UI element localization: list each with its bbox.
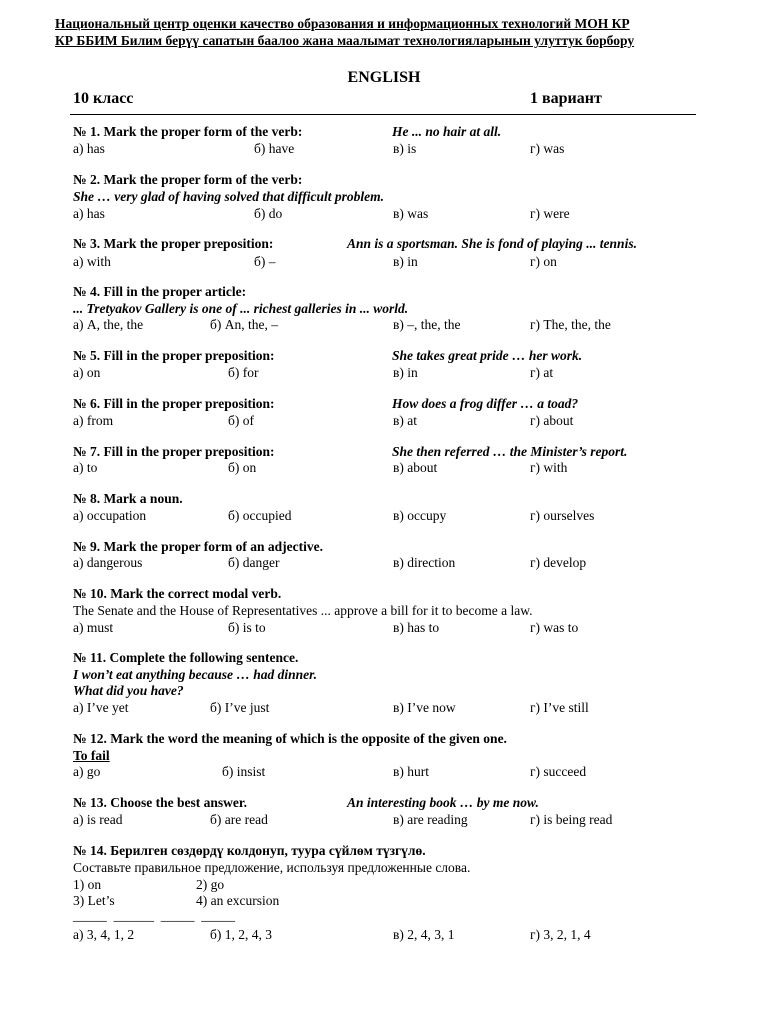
question-14-word-4: 4) an excursion [196, 893, 280, 908]
question-3-option-b[interactable]: б) – [254, 254, 276, 269]
question-4-option-c[interactable]: в) –, the, the [393, 317, 461, 332]
question-7-heading: № 7. Fill in the proper preposition: [73, 444, 275, 459]
question-6-option-a[interactable]: а) from [73, 413, 114, 428]
question-14-prompt: Составьте правильное предложение, используя предложенные слова. [73, 860, 471, 875]
question-10-option-c[interactable]: в) has to [393, 620, 440, 635]
question-12-prompt: To fail [73, 748, 110, 763]
question-14-option-d[interactable]: г) 3, 2, 1, 4 [530, 927, 591, 942]
question-6-heading: № 6. Fill in the proper preposition: [73, 396, 275, 411]
question-2-option-d[interactable]: г) were [530, 206, 570, 221]
question-10-option-b[interactable]: б) is to [228, 620, 266, 635]
question-13-option-a[interactable]: а) is read [73, 812, 123, 827]
question-8-option-d[interactable]: г) ourselves [530, 508, 595, 523]
question-13-option-b[interactable]: б) are read [210, 812, 268, 827]
question-14-option-b[interactable]: б) 1, 2, 4, 3 [210, 927, 272, 942]
question-12-heading: № 12. Mark the word the meaning of which is the opposite of the given one. [73, 731, 507, 746]
question-14-blanks[interactable]: _____ ______ _____ _____ [73, 908, 235, 923]
question-7-option-a[interactable]: а) to [73, 460, 98, 475]
question-12-option-c[interactable]: в) hurt [393, 764, 429, 779]
question-10-option-d[interactable]: г) was to [530, 620, 579, 635]
question-7-prompt: She then referred … the Minister’s report. [392, 444, 628, 459]
question-8-option-a[interactable]: а) occupation [73, 508, 147, 523]
question-1-option-b[interactable]: б) have [254, 141, 295, 156]
question-11-heading: № 11. Complete the following sentence. [73, 650, 299, 665]
question-6-prompt: How does a frog differ … a toad? [392, 396, 579, 411]
question-11-prompt: I won’t eat anything because … had dinner. [73, 667, 318, 682]
question-9-option-d[interactable]: г) develop [530, 555, 587, 570]
question-5-heading: № 5. Fill in the proper preposition: [73, 348, 275, 363]
question-6-option-b[interactable]: б) of [228, 413, 254, 428]
question-14-word-1: 1) on [73, 877, 102, 892]
question-2-prompt: She … very glad of having solved that difficult problem. [73, 189, 384, 204]
question-5-option-b[interactable]: б) for [228, 365, 259, 380]
question-2-heading: № 2. Mark the proper form of the verb: [73, 172, 303, 187]
question-1-option-a[interactable]: а) has [73, 141, 105, 156]
question-11-option-a[interactable]: а) I’ve yet [73, 700, 129, 715]
question-8-option-b[interactable]: б) occupied [228, 508, 292, 523]
question-13-prompt: An interesting book … by me now. [347, 795, 539, 810]
class-label: 10 класс [73, 90, 134, 107]
question-7-option-d[interactable]: г) with [530, 460, 568, 475]
header-line-2: КР ББИМ Билим берүү сапатын баалоо жана маалымат технологияларынын улуттук борбору [55, 33, 635, 48]
question-3-prompt: Ann is a sportsman. She is fond of playing ... tennis. [347, 236, 637, 251]
question-13-option-c[interactable]: в) are reading [393, 812, 468, 827]
question-3-option-a[interactable]: а) with [73, 254, 111, 269]
question-5-option-a[interactable]: а) on [73, 365, 101, 380]
header-line-1: Национальный центр оценки качество образования и информационных технологий МОН КР [55, 16, 630, 31]
question-7-option-c[interactable]: в) about [393, 460, 438, 475]
question-5-prompt: She takes great pride … her work. [392, 348, 583, 363]
question-5-option-c[interactable]: в) in [393, 365, 418, 380]
question-10-option-a[interactable]: а) must [73, 620, 114, 635]
question-10-heading: № 10. Mark the correct modal verb. [73, 586, 282, 601]
question-5-option-d[interactable]: г) at [530, 365, 554, 380]
question-3-option-d[interactable]: г) on [530, 254, 557, 269]
question-14-word-3: 3) Let’s [73, 893, 115, 908]
question-1-option-c[interactable]: в) is [393, 141, 417, 156]
question-11-option-d[interactable]: г) I’ve still [530, 700, 589, 715]
question-7-option-b[interactable]: б) on [228, 460, 257, 475]
question-2-option-b[interactable]: б) do [254, 206, 283, 221]
question-11-option-c[interactable]: в) I’ve now [393, 700, 456, 715]
question-11-prompt-2: What did you have? [73, 683, 184, 698]
question-1-prompt: He ... no hair at all. [392, 124, 502, 139]
question-11-option-b[interactable]: б) I’ve just [210, 700, 270, 715]
question-6-option-d[interactable]: г) about [530, 413, 574, 428]
question-13-option-d[interactable]: г) is being read [530, 812, 613, 827]
question-3-heading: № 3. Mark the proper preposition: [73, 236, 274, 251]
question-4-heading: № 4. Fill in the proper article: [73, 284, 247, 299]
question-1-option-d[interactable]: г) was [530, 141, 565, 156]
question-1-heading: № 1. Mark the proper form of the verb: [73, 124, 303, 139]
question-12-option-a[interactable]: а) go [73, 764, 101, 779]
question-9-heading: № 9. Mark the proper form of an adjective. [73, 539, 324, 554]
page-title: ENGLISH [347, 69, 421, 86]
question-4-option-d[interactable]: г) The, the, the [530, 317, 611, 332]
title-divider [70, 114, 696, 115]
question-10-prompt: The Senate and the House of Representatives ... approve a bill for it to become a law. [73, 603, 533, 618]
question-12-option-d[interactable]: г) succeed [530, 764, 587, 779]
question-13-heading: № 13. Choose the best answer. [73, 795, 247, 810]
question-9-option-c[interactable]: в) direction [393, 555, 456, 570]
question-2-option-c[interactable]: в) was [393, 206, 429, 221]
question-8-heading: № 8. Mark a noun. [73, 491, 183, 506]
question-4-prompt: ... Tretyakov Gallery is one of ... richest galleries in ... world. [73, 301, 409, 316]
question-6-option-c[interactable]: в) at [393, 413, 417, 428]
question-14-option-a[interactable]: а) 3, 4, 1, 2 [73, 927, 135, 942]
question-14-word-2: 2) go [196, 877, 225, 892]
question-14-option-c[interactable]: в) 2, 4, 3, 1 [393, 927, 455, 942]
question-2-option-a[interactable]: а) has [73, 206, 105, 221]
question-8-option-c[interactable]: в) occupy [393, 508, 447, 523]
question-4-option-a[interactable]: а) A, the, the [73, 317, 144, 332]
question-14-heading: № 14. Берилген сөздөрдү колдонуп, туура сүйлөм түзгүлө. [73, 843, 426, 858]
variant-label: 1 вариант [530, 90, 602, 107]
question-9-option-b[interactable]: б) danger [228, 555, 280, 570]
question-4-option-b[interactable]: б) An, the, – [210, 317, 278, 332]
question-9-option-a[interactable]: а) dangerous [73, 555, 143, 570]
question-12-option-b[interactable]: б) insist [222, 764, 266, 779]
question-3-option-c[interactable]: в) in [393, 254, 418, 269]
